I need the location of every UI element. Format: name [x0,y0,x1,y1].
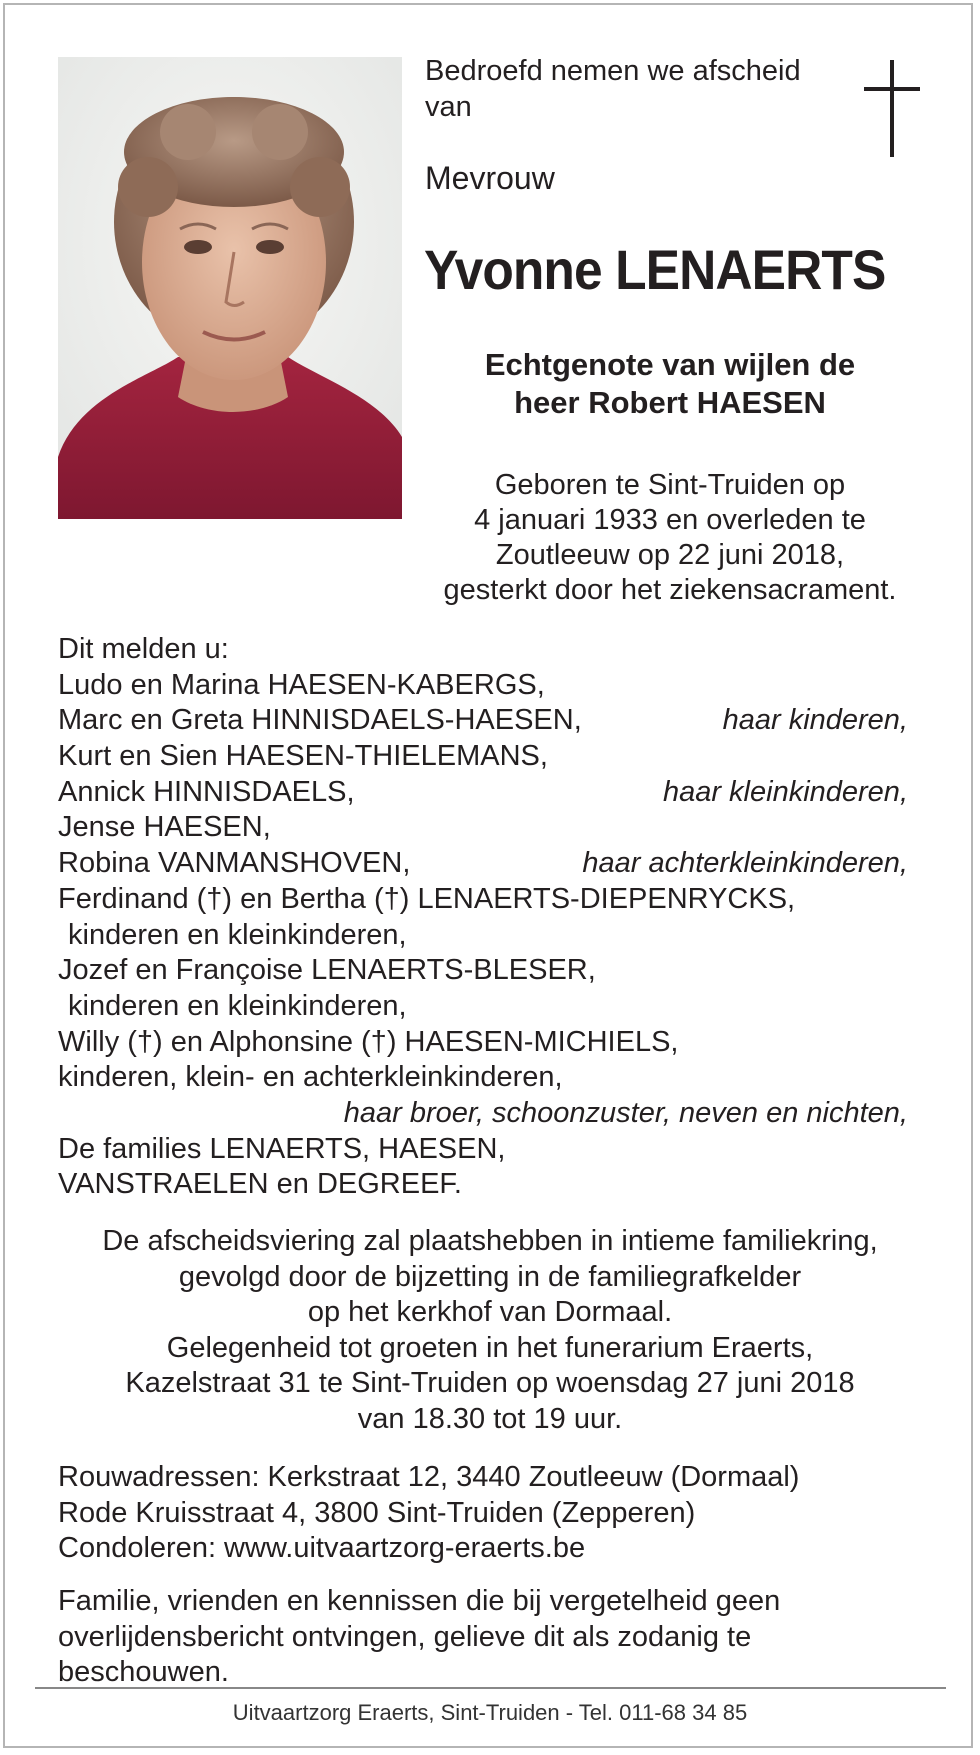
family-member: VANSTRAELEN en DEGREEF. [58,1168,462,1201]
dates-line: 4 januari 1933 en overleden te [474,504,866,536]
notice-line: beschouwen. [58,1656,229,1688]
family-relation: haar broer, schoonzuster, neven en nichten, [343,1096,908,1129]
ceremony-line: Gelegenheid tot groeten in het funerarium Eraerts, [166,1331,814,1364]
ceremony-info [40,1224,940,1437]
birth-death-dates [420,468,920,608]
family-row [58,739,908,775]
notice-line: Familie, vrienden en kennissen die bij vergetelheid geen [58,1585,781,1617]
family-member: Willy (†) en Alphonsine (†) HAESEN-MICHIELS, [58,1025,679,1058]
family-member: Ferdinand (†) en Bertha (†) LENAERTS-DIEPENRYCKS, [58,882,796,915]
family-row [58,989,908,1025]
family-row [58,775,908,811]
intro-text [425,53,845,125]
family-row [58,810,908,846]
ceremony-line: De afscheidsviering zal plaatshebben in intieme familiekring, [102,1225,878,1257]
footer-divider [35,1687,946,1689]
honorific: Mevrouw [425,160,555,196]
family-member: kinderen en kleinkinderen, [68,989,407,1022]
family-row [58,1096,908,1132]
intro-line-2: van [425,91,472,123]
footer-text: Uitvaartzorg Eraerts, Sint-Truiden - Tel. 011-68 34 85 [232,1700,748,1725]
ceremony-line: op het kerkhof van Dormaal. [307,1296,673,1328]
family-row [58,953,908,989]
family-row [58,846,908,882]
family-relation: haar achterkleinkinderen, [582,847,908,880]
family-member: Ludo en Marina HAESEN-KABERGS, [58,668,545,701]
family-row [58,703,908,739]
notice-line: overlijdensbericht ontvingen, gelieve dit als zodanig te [58,1620,752,1653]
ceremony-line: Kazelstraat 31 te Sint-Truiden op woensdag 27 juni 2018 [125,1367,855,1399]
ceremony-line: van 18.30 tot 19 uur. [357,1402,623,1435]
family-member: kinderen en kleinkinderen, [68,918,407,951]
family-list [58,632,908,1203]
spouse-line-2: heer Robert HAESEN [514,385,826,420]
family-relation: haar kleinkinderen, [662,775,908,808]
family-member: Marc en Greta HINNISDAELS-HAESEN, [58,704,582,737]
family-relation: haar kinderen, [722,704,908,737]
family-member: Jozef en Françoise LENAERTS-BLESER, [58,954,596,987]
family-row [58,1167,908,1203]
ceremony-line: gevolgd door de bijzetting in de familiegrafkelder [178,1260,802,1293]
portrait-photo [58,57,402,519]
address-line: Rode Kruisstraat 4, 3800 Sint-Truiden (Zepperen) [58,1496,696,1529]
family-row [58,1060,908,1096]
family-member: Annick HINNISDAELS, [58,775,355,808]
family-heading-row [58,632,908,668]
notice-text [58,1584,938,1691]
dates-line: Geboren te Sint-Truiden op [494,469,846,501]
family-row [58,882,908,918]
cross-icon [862,60,924,160]
family-row [58,668,908,704]
mourning-addresses [58,1460,938,1567]
address-line: Rouwadressen: Kerkstraat 12, 3440 Zoutleeuw (Dormaal) [58,1461,800,1493]
condolence-line: Condoleren: www.uitvaartzorg-eraerts.be [58,1532,586,1564]
dates-line: gesterkt door het ziekensacrament. [443,574,897,606]
family-heading: Dit melden u: [58,633,229,665]
family-row [58,918,908,954]
spouse-info [420,346,920,422]
family-member: kinderen, klein- en achterkleinkinderen, [58,1061,563,1094]
family-row [58,1025,908,1061]
family-member: Robina VANMANSHOVEN, [58,847,411,880]
family-row [58,1132,908,1168]
dates-line: Zoutleeuw op 22 juni 2018, [495,539,845,571]
family-member: Kurt en Sien HAESEN-THIELEMANS, [58,740,548,773]
family-member: De families LENAERTS, HAESEN, [58,1132,506,1165]
family-member: Jense HAESEN, [58,811,271,844]
spouse-line-1: Echtgenote van wijlen de [484,347,856,382]
deceased-name: Yvonne LENAERTS [424,238,886,301]
intro-line-1: Bedroefd nemen we afscheid [425,55,801,87]
